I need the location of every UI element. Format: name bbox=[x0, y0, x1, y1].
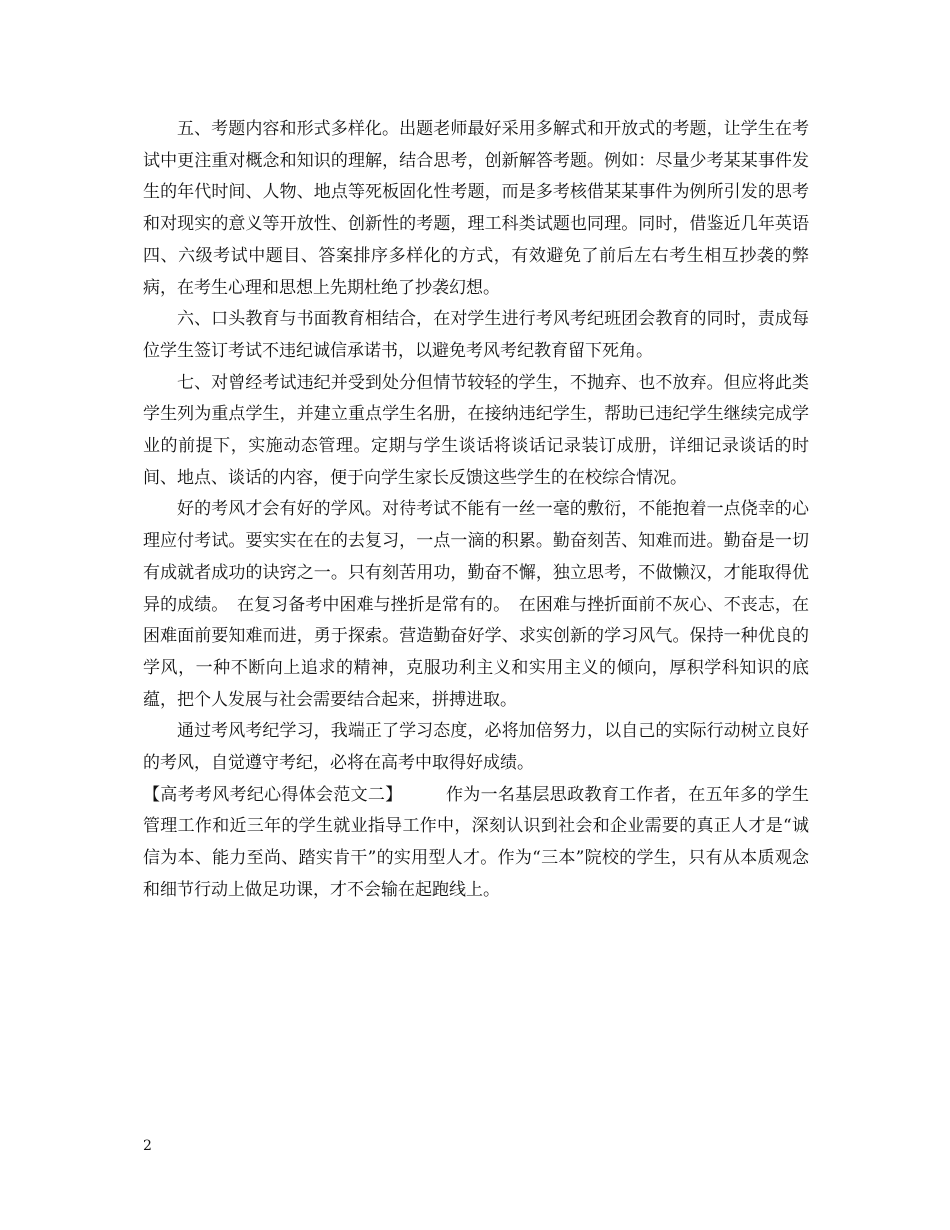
paragraph-disciplined-students: 七、对曾经考试违纪并受到处分但情节较轻的学生，不抛弃、也不放弃。但应将此类学生列为重点学生，并建立重点学生名册，在接纳违纪学生，帮助已违纪学生继续完成学业的前提下，实施动态管理。定期与学生谈话将谈话记录装订成册，详细记录谈话的时间、地点、谈话的内容，便于向学生家长反馈这些学生的在校综合情况。 bbox=[143, 372, 809, 488]
paragraph-conclusion: 通过考风考纪学习，我端正了学习态度，必将加倍努力，以自己的实际行动树立良好的考风，自觉遵守考纪，必将在高考中取得好成绩。 bbox=[143, 721, 809, 774]
document-body bbox=[143, 114, 809, 907]
paragraph-oral-written-education: 六、口头教育与书面教育相结合，在对学生进行考风考纪班团会教育的同时，责成每位学生签订考试不违纪诚信承诺书，以避免考风考纪教育留下死角。 bbox=[143, 309, 809, 361]
paragraph-good-study-style: 好的考风才会有好的学风。对待考试不能有一丝一毫的敷衍，不能抱着一点侥幸的心理应付考试。要实实在在的去复习，一点一滴的积累。勤奋刻苦、知难而进。勤奋是一切有成就者成功的诀窍之一。只有刻苦用功，勤奋不懈，独立思考，不做懒汉，才能取得优异的成绩。 在复习备考中困难与挫折是常有的。 在困难与挫折面前不灰心、不丧志，在困难面前要知难而进，勇于探索。营造勤奋好学、求实创新的学习风气。保持一种优良的学风，一种不断向上追求的精神，克服功利主义和实用主义的倾向，厚积学科知识的底蕴，把个人发展与社会需要结合起来，拼搏进取。 bbox=[143, 499, 809, 710]
section-heading: 【高考考风考纪心得体会范文二】 bbox=[143, 784, 395, 805]
page-number: 2 bbox=[143, 1138, 152, 1154]
paragraph-exam-content: 五、考题内容和形式多样化。出题老师最好采用多解式和开放式的考题，让学生在考试中更注重对概念和知识的理解，结合思考，创新解答考题。例如：尽量少考某某事件发生的年代时间、人物、地点等死板固化性考题，而是多考核借某某事件为例所引发的思考和对现实的意义等开放性、创新性的考题，理工科类试题也同理。同时，借鉴近几年英语四、六级考试中题目、答案排序多样化的方式，有效避免了前后左右考生相互抄袭的弊病，在考生心理和思想上先期杜绝了抄袭幻想。 bbox=[143, 119, 809, 298]
paragraph-section-two bbox=[143, 780, 809, 907]
section-text: 作为一名基层思政教育工作者，在五年多的学生管理工作和近三年的学生就业指导工作中，深刻认识到社会和企业需要的真正人才是“诚信为本、能力至尚、踏实肯干”的实用型人才。作为“三本”院校的学生，只有从本质观念和细节行动上做足功课，才不会输在起跑线上。 bbox=[143, 784, 810, 900]
section-heading-gap bbox=[394, 785, 446, 805]
